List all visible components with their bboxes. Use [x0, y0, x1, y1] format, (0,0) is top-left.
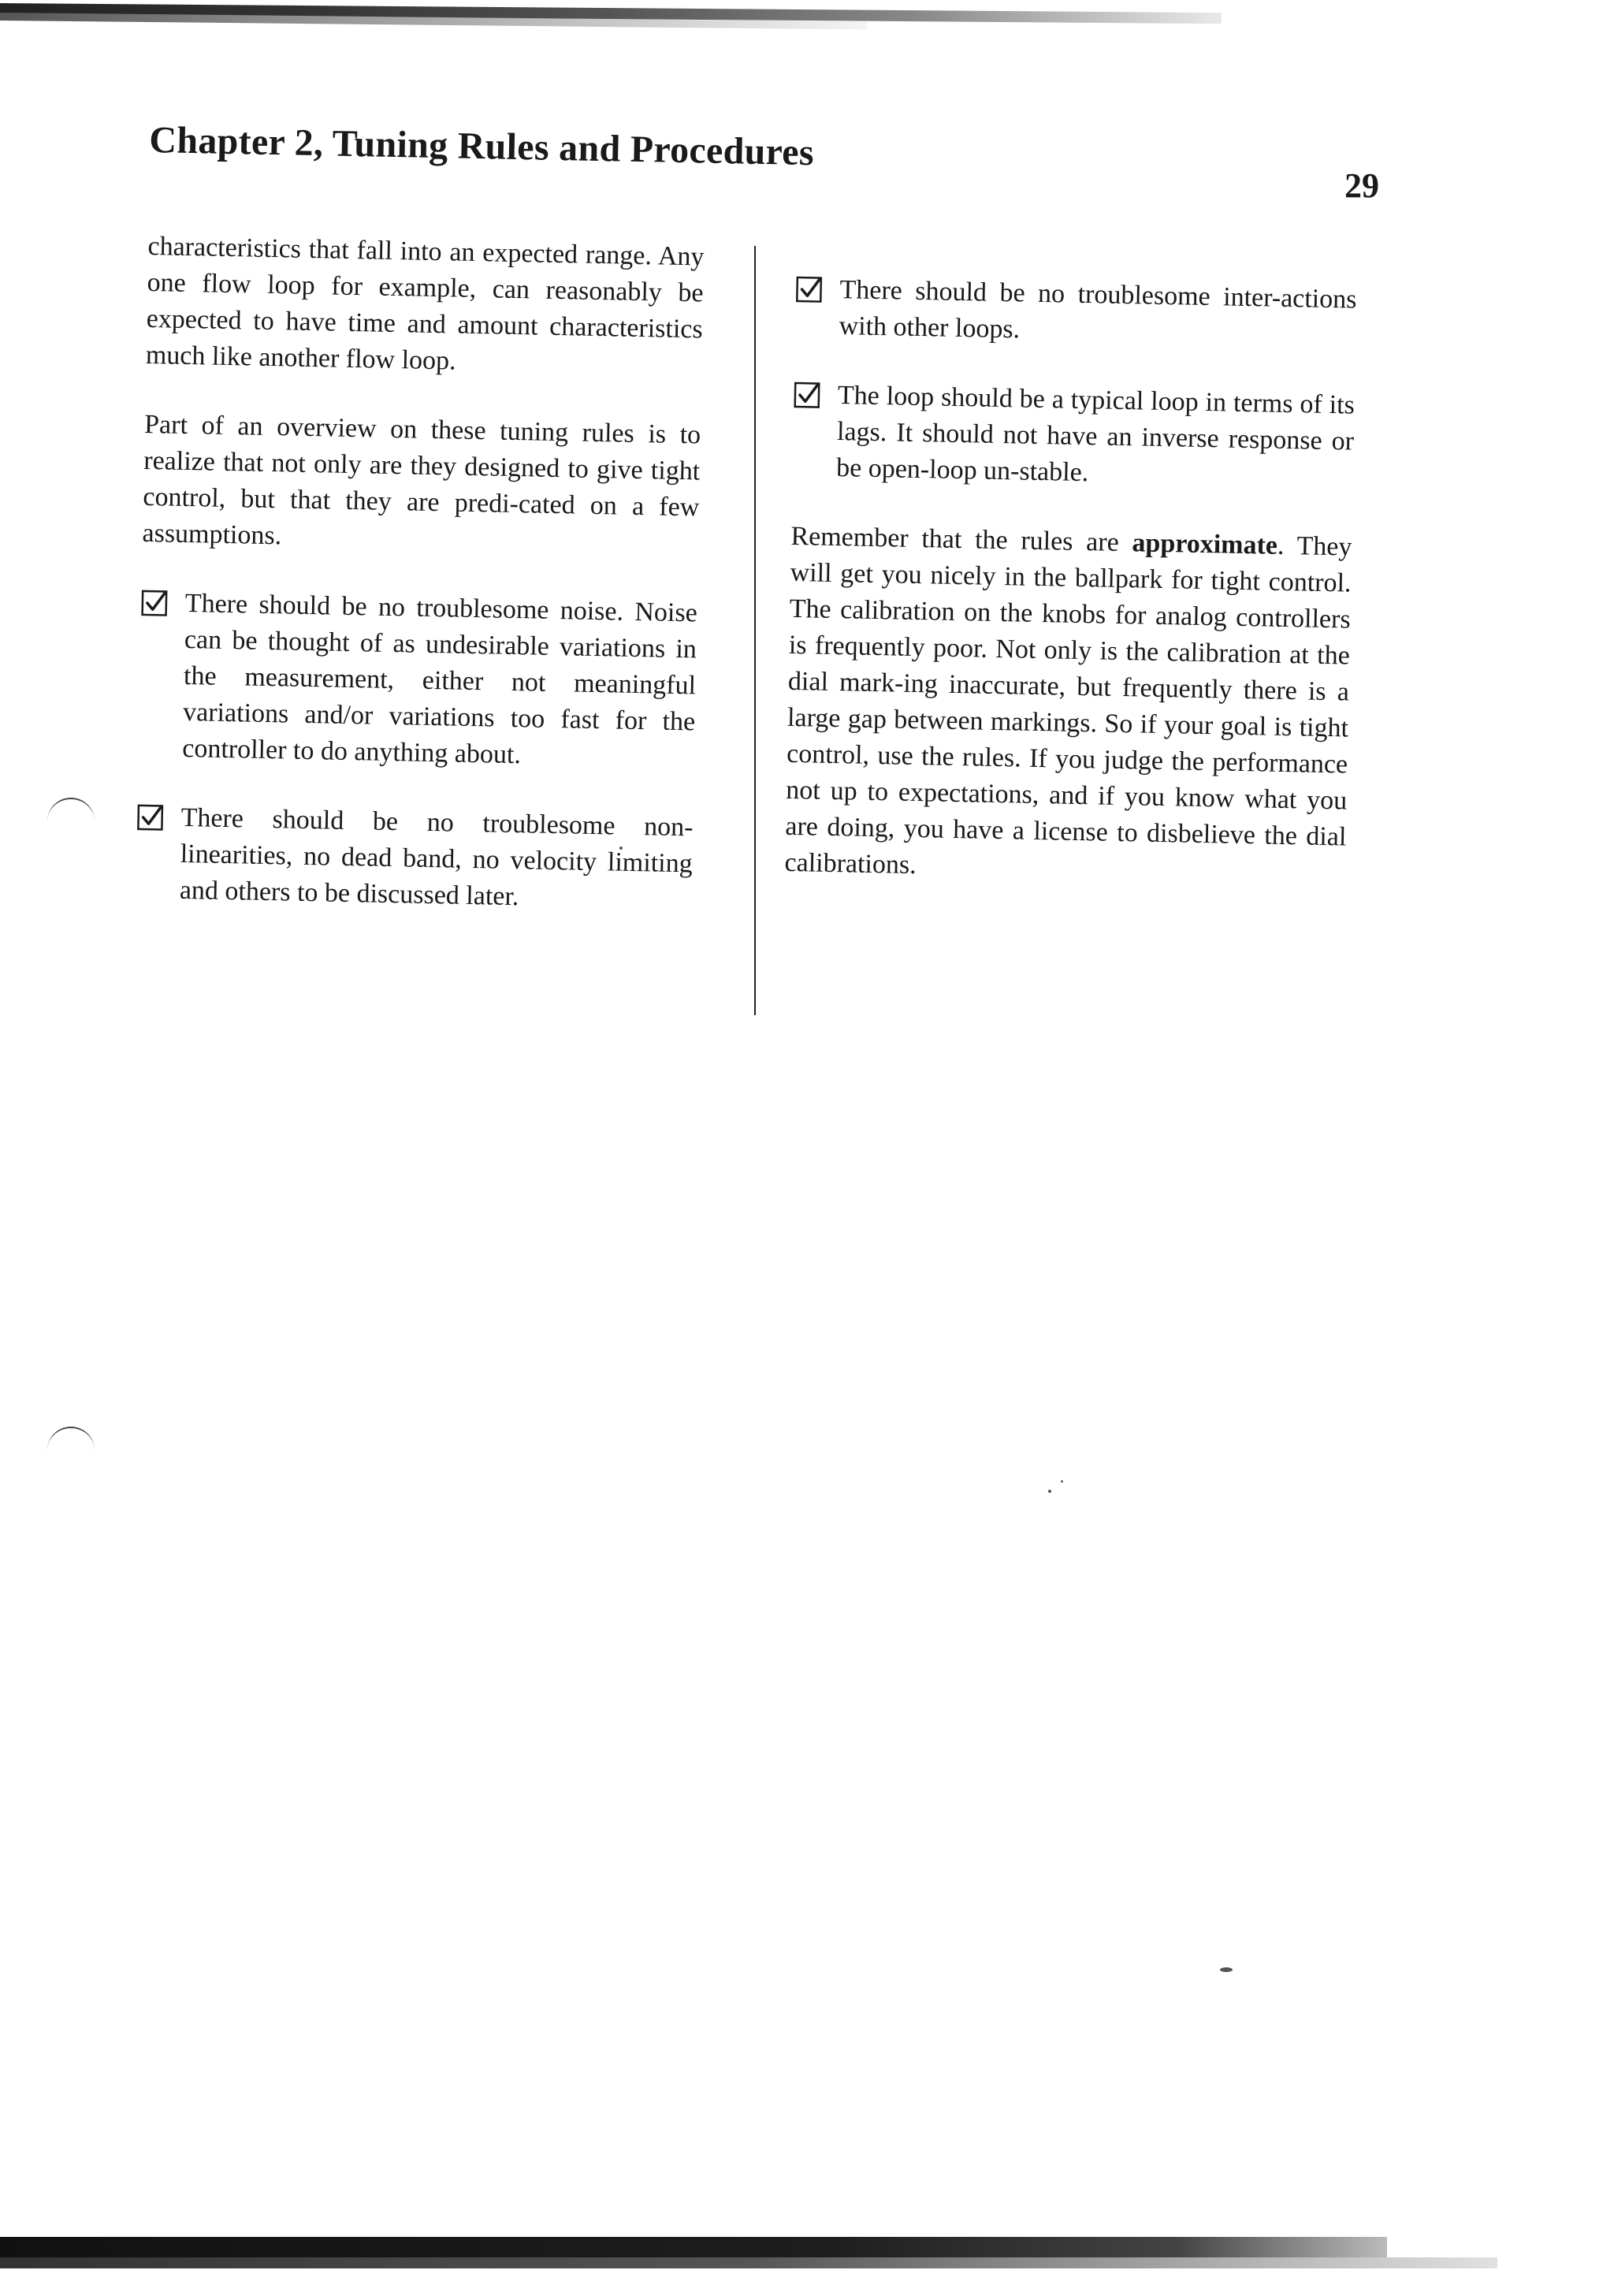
binding-hole-mark — [47, 798, 95, 823]
scan-speck — [1220, 1967, 1233, 1972]
checklist-item — [794, 271, 1357, 355]
paragraph-text: . They will get you nicely in the ballpark for tight control. The calibration on the knobs for analog controllers is frequently poor. Not only is the calibration at the dial mark-ing inaccurate, but frequently there is a large gap between markings. So if your goal is tight control, use the rules. If you judge the performance not up to expectations, and if you know what you are doing, you have a license to disbelieve the dial calibrations. — [784, 530, 1352, 880]
scan-edge-bottom — [0, 2223, 1614, 2296]
emphasis-text: approximate — [1132, 528, 1278, 560]
scan-speck — [1061, 1480, 1063, 1483]
paragraph-text: Remember that the rules are — [790, 521, 1132, 558]
column-divider — [754, 246, 756, 1015]
checked-box-icon — [794, 381, 821, 409]
scan-speck — [1048, 1490, 1051, 1493]
paragraph: characteristics that fall into an expected range. Any one flow loop for example, can reasonably be expected to have time and amount characteristics much like another flow loop. — [145, 231, 705, 376]
checklist-item — [792, 377, 1356, 497]
checked-box-icon — [141, 590, 169, 617]
binding-hole-mark — [47, 1427, 95, 1452]
page-number: 29 — [1344, 166, 1379, 205]
paragraph — [784, 519, 1352, 892]
right-column — [783, 271, 1357, 925]
checklist-item-text: There should be no troublesome non-linearities, no dead band, no velocity limiting and others to be discussed later. — [179, 802, 694, 912]
page-header — [150, 118, 1379, 205]
checked-box-icon — [136, 804, 164, 832]
chapter-title: Chapter 2, Tuning Rules and Procedures — [148, 118, 815, 174]
checklist-item — [135, 799, 694, 919]
scan-edge-top — [0, 0, 1614, 32]
checked-box-icon — [795, 276, 823, 303]
checklist-item-text: There should be no troublesome inter-actions with other loops. — [839, 275, 1357, 344]
paragraph: Part of an overview on these tuning rules is to realize that not only are they designed to give tight control, but that they are predi-cated on a few assumptions. — [142, 409, 701, 551]
checklist-item — [138, 585, 697, 777]
checklist-item-text: The loop should be a typical loop in terms of its lags. It should not have an inverse response or be open-loop un-stable. — [835, 381, 1356, 488]
checklist-item-text: There should be no troublesome noise. Noise can be thought of as undesirable variations in the measurement, either not meaningful variations and/or variations too fast for the controller to do anything about. — [181, 588, 698, 770]
left-column — [135, 229, 705, 951]
